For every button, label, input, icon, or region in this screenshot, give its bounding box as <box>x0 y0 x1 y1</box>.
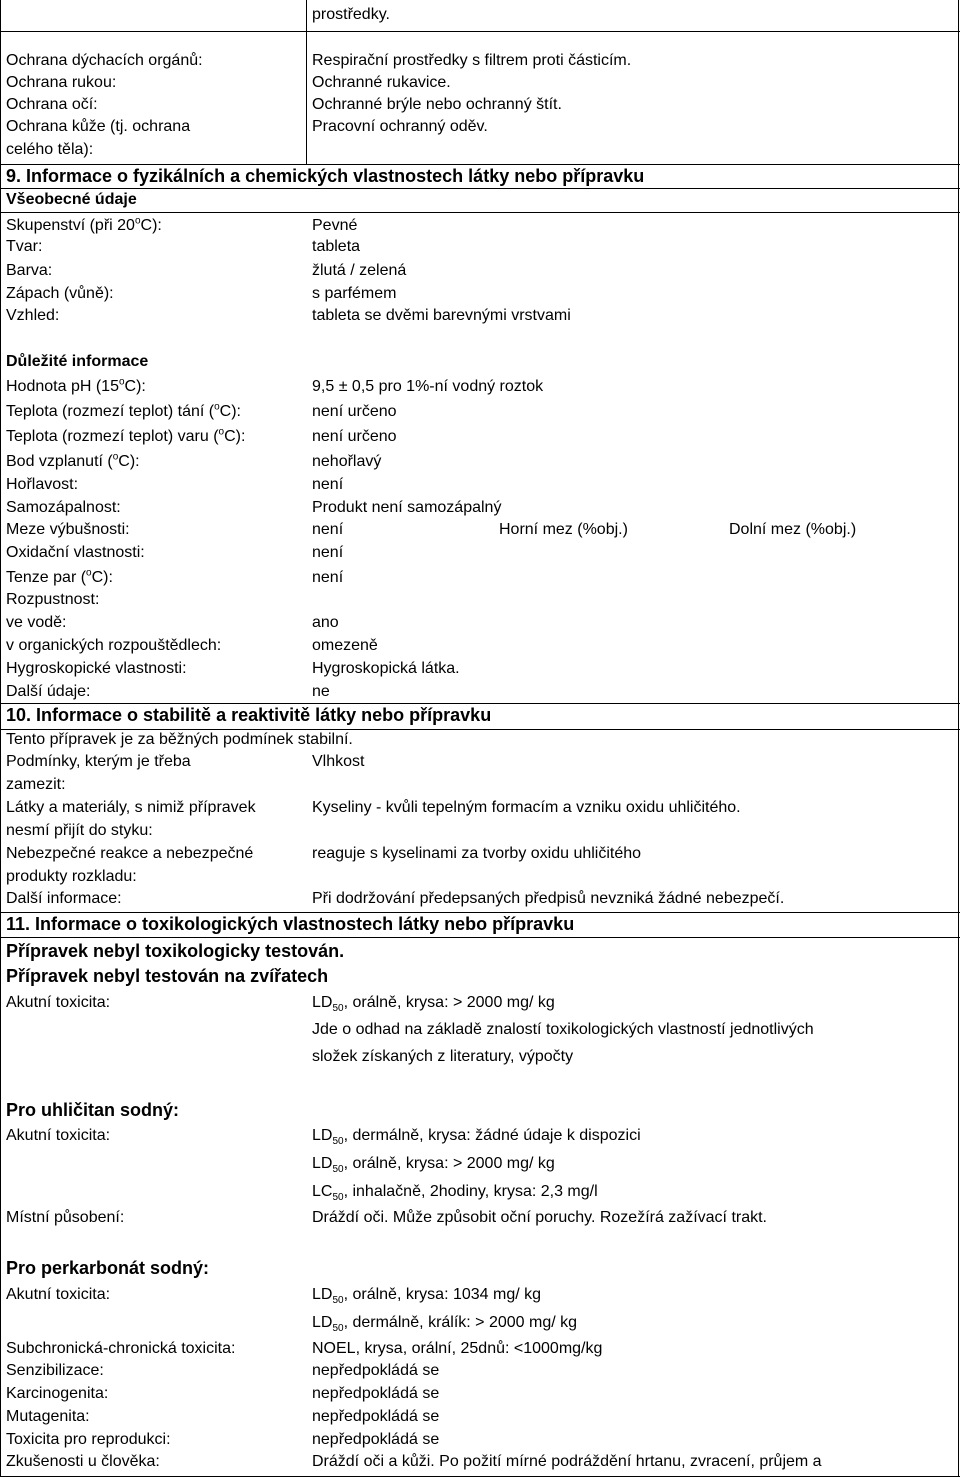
label-sensitization: Senzibilizace: <box>6 1362 104 1379</box>
label-hazardous-reactions-2: produkty rozkladu: <box>6 868 137 885</box>
value-sc-oral: $LD_{50}$, orálně, krysa: > 2000 mg/ kg <box>312 1155 555 1176</box>
estimate-line-2: složek získaných z literatury, výpočty <box>312 1048 574 1065</box>
value-further-info: Při dodržování předepsaných předpisů nevzniká žádné nebezpečí. <box>312 890 785 907</box>
value-hands: Ochranné rukavice. <box>312 74 451 91</box>
value-hazardous-reactions: reaguje s kyselinami za tvorby oxidu uhličitého <box>312 845 642 862</box>
label-materials: Látky a materiály, s nimiž přípravek <box>6 799 256 816</box>
label-conditions-2: zamezit: <box>6 776 66 793</box>
section-10-title: 10. Informace o stabilitě a reaktivitě látky nebo přípravku <box>6 705 492 725</box>
label-carcinogenicity: Karcinogenita: <box>6 1385 109 1402</box>
value-boiling: není určeno <box>312 428 397 445</box>
label-melting: Teplota (rozmezí teplot) tání ($^o$C): <box>6 401 241 420</box>
value-eyes: Ochranné brýle nebo ochranný štít. <box>312 96 562 113</box>
value-skin: Pracovní ochranný oděv. <box>312 118 488 135</box>
value-organic-solvents: omezeně <box>312 637 378 654</box>
value-water: ano <box>312 614 339 631</box>
text-prostredky: prostředky. <box>312 6 390 23</box>
label-color: Barva: <box>6 262 53 279</box>
label-acute-toxicity: Akutní toxicita: <box>6 994 111 1011</box>
value-respiratory: Respirační prostředky s filtrem proti částicím. <box>312 52 632 69</box>
value-mutagenicity: nepředpokládá se <box>312 1408 440 1425</box>
important-info-title: Důležité informace <box>6 353 149 370</box>
value-ph: 9,5 ± 0,5 pro 1%-ní vodný roztok <box>312 378 544 395</box>
value-explosion-limits: není <box>312 521 344 538</box>
value-vapor-pressure: není <box>312 569 344 586</box>
value-acute-toxicity: $LD_{50}$, orálně, krysa: > 2000 mg/ kg <box>312 994 555 1015</box>
stability-statement: Tento přípravek je za běžných podmínek stabilní. <box>6 731 353 748</box>
value-melting: není určeno <box>312 403 397 420</box>
label-ph: Hodnota pH (15$^o$C): <box>6 376 146 395</box>
label-other-data: Další údaje: <box>6 683 91 700</box>
label-hygroscopic: Hygroskopické vlastnosti: <box>6 660 187 677</box>
value-color: žlutá / zelená <box>312 262 407 279</box>
label-subchronic: Subchronická-chronická toxicita: <box>6 1340 236 1357</box>
divider <box>0 729 960 730</box>
toxicology-note-1: Přípravek nebyl toxikologicky testován. <box>6 941 345 961</box>
divider <box>0 212 960 213</box>
label-skin: Ochrana kůže (tj. ochrana <box>6 118 191 135</box>
label-flash-point: Bod vzplanutí ($^o$C): <box>6 451 140 470</box>
divider <box>0 164 960 165</box>
label-boiling: Teplota (rozmezí teplot) varu ($^o$C): <box>6 426 246 445</box>
divider <box>0 188 960 189</box>
value-other-data: ne <box>312 683 330 700</box>
value-sp-dermal: $LD_{50}$, dermálně, králík: > 2000 mg/ kg <box>312 1314 578 1335</box>
label-flammability: Hořlavost: <box>6 476 79 493</box>
label-vapor-pressure: Tenze par ($^o$C): <box>6 567 113 586</box>
divider <box>0 31 960 32</box>
label-reproductive: Toxicita pro reprodukci: <box>6 1431 171 1448</box>
value-human-experience: Dráždí oči a kůži. Po požití mírné podráždění hrtanu, zvracení, průjem a <box>312 1453 822 1470</box>
divider <box>0 937 960 938</box>
label-eyes: Ochrana očí: <box>6 96 98 113</box>
label-oxidizing: Oxidační vlastnosti: <box>6 544 145 561</box>
label-state: Skupenství (při 20$^o$C): <box>6 215 162 234</box>
value-carcinogenicity: nepředpokládá se <box>312 1385 440 1402</box>
label-sc-local: Místní působení: <box>6 1209 125 1226</box>
divider <box>0 703 960 704</box>
value-sensitization: nepředpokládá se <box>312 1362 440 1379</box>
section-11-title: 11. Informace o toxikologických vlastnostech látky nebo přípravku <box>6 914 575 934</box>
label-sc-acute: Akutní toxicita: <box>6 1127 111 1144</box>
label-further-info: Další informace: <box>6 890 122 907</box>
value-hygroscopic: Hygroskopická látka. <box>312 660 460 677</box>
label-respiratory: Ochrana dýchacích orgánů: <box>6 52 203 69</box>
divider <box>0 912 960 913</box>
value-shape: tableta <box>312 238 361 255</box>
label-organic-solvents: v organických rozpouštědlech: <box>6 637 222 654</box>
section-9-title: 9. Informace o fyzikálních a chemických vlastnostech látky nebo přípravku <box>6 166 645 186</box>
toxicology-note-2: Přípravek nebyl testován na zvířatech <box>6 966 329 986</box>
value-conditions: Vlhkost <box>312 753 365 770</box>
label-conditions: Podmínky, kterým je třeba <box>6 753 191 770</box>
value-reproductive: nepředpokládá se <box>312 1431 440 1448</box>
label-solubility: Rozpustnost: <box>6 591 100 608</box>
value-flash-point: nehořlavý <box>312 453 382 470</box>
label-explosion-limits: Meze výbušnosti: <box>6 521 130 538</box>
value-materials: Kyseliny - kvůli tepelným formacím a vzniku oxidu uhličitého. <box>312 799 741 816</box>
label-appearance: Vzhled: <box>6 307 60 324</box>
right-border <box>958 0 959 1477</box>
estimate-line-1: Jde o odhad na základě znalostí toxikologických vlastností jednotlivých <box>312 1021 814 1038</box>
value-appearance: tableta se dvěmi barevnými vrstvami <box>312 307 571 324</box>
label-hazardous-reactions: Nebezpečné reakce a nebezpečné <box>6 845 254 862</box>
value-oxidizing: není <box>312 544 344 561</box>
lower-limit-label: Dolní mez (%obj.) <box>729 521 857 538</box>
sodium-percarbonate-title: Pro perkarbonát sodný: <box>6 1258 210 1278</box>
label-skin-2: celého těla): <box>6 141 94 158</box>
value-sc-local: Dráždí oči. Může způsobit oční poruchy. Rozežírá zažívací trakt. <box>312 1209 767 1226</box>
value-state: Pevné <box>312 217 358 234</box>
value-flammability: není <box>312 476 344 493</box>
label-self-ignition: Samozápalnost: <box>6 499 121 516</box>
label-materials-2: nesmí přijít do styku: <box>6 822 153 839</box>
value-sp-oral: $LD_{50}$, orálně, krysa: 1034 mg/ kg <box>312 1286 542 1307</box>
general-info-title: Všeobecné údaje <box>6 191 137 208</box>
label-water: ve vodě: <box>6 614 67 631</box>
sodium-carbonate-title: Pro uhličitan sodný: <box>6 1100 180 1120</box>
label-shape: Tvar: <box>6 238 43 255</box>
value-odor: s parfémem <box>312 285 397 302</box>
upper-limit-label: Horní mez (%obj.) <box>499 521 628 538</box>
label-mutagenicity: Mutagenita: <box>6 1408 90 1425</box>
value-subchronic: NOEL, krysa, orální, 25dnů: <1000mg/kg <box>312 1340 603 1357</box>
label-odor: Zápach (vůně): <box>6 285 114 302</box>
value-self-ignition: Produkt není samozápalný <box>312 499 502 516</box>
left-border <box>0 0 1 1477</box>
label-hands: Ochrana rukou: <box>6 74 117 91</box>
label-human-experience: Zkušenosti u člověka: <box>6 1453 160 1470</box>
column-divider <box>306 0 307 164</box>
value-sc-inhalation: $LC_{50}$, inhalačně, 2hodiny, krysa: 2,3 mg/l <box>312 1183 598 1204</box>
value-sc-dermal: $LD_{50}$, dermálně, krysa: žádné údaje k dispozici <box>312 1127 641 1148</box>
label-sp-acute: Akutní toxicita: <box>6 1286 111 1303</box>
